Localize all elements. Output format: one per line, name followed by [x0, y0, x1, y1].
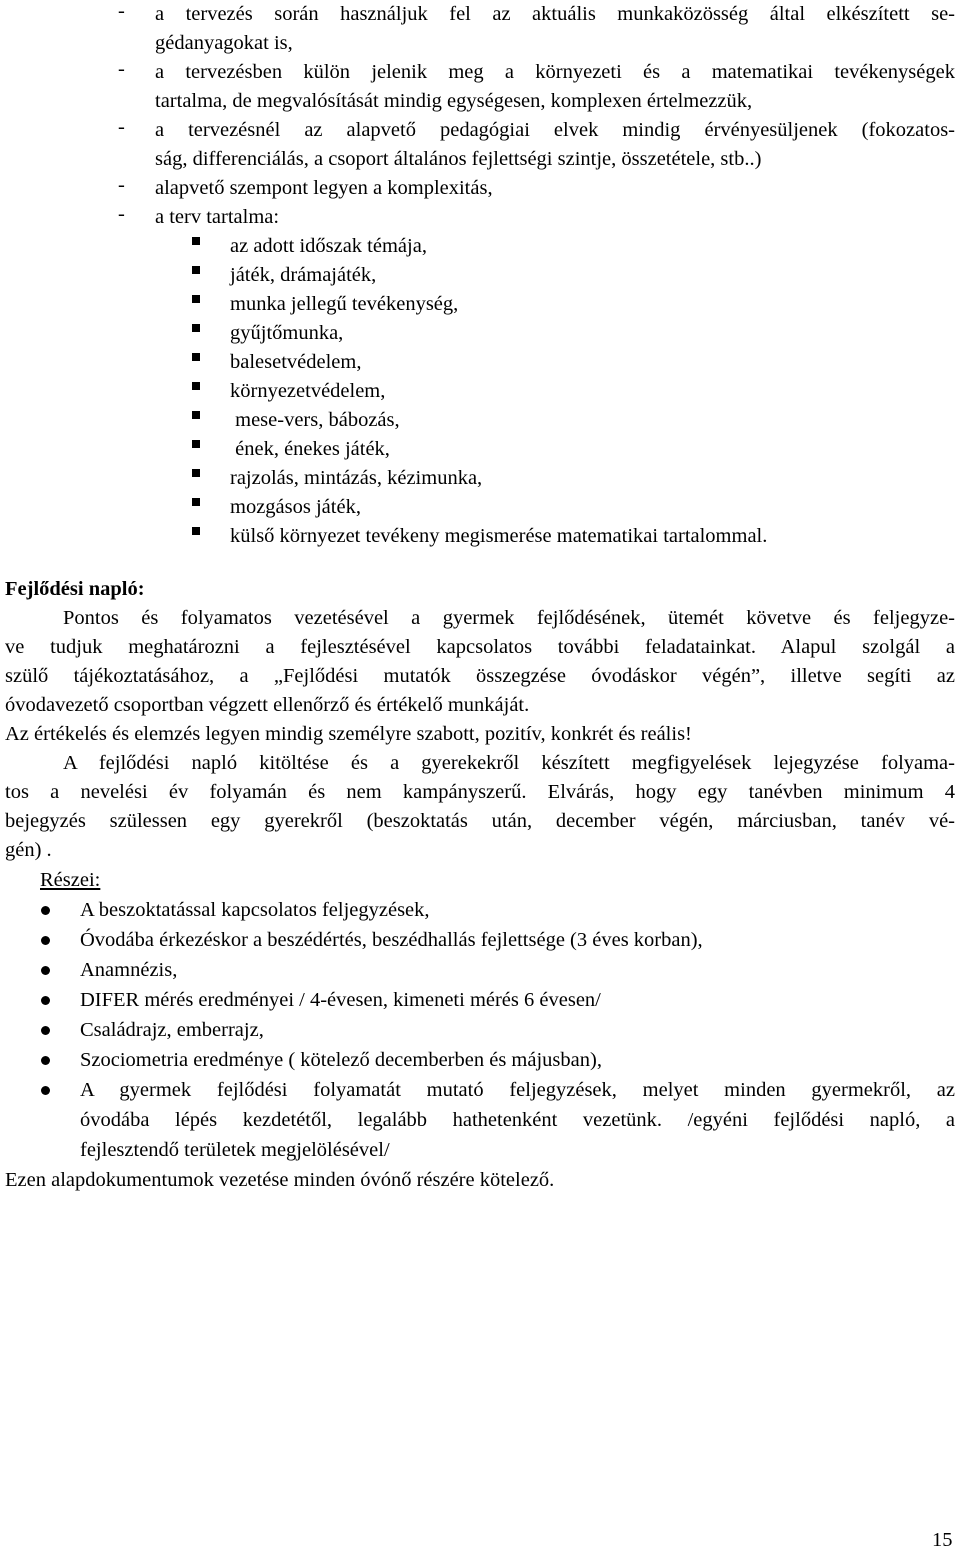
content-item: külső környezet tevékeny megismerése matematikai tartalommal. — [230, 525, 768, 547]
bullet-icon — [41, 996, 50, 1005]
square-bullet-icon — [192, 382, 200, 390]
dash-bullet: - — [118, 58, 125, 80]
bullet-icon — [41, 1086, 50, 1095]
square-bullet-icon — [192, 353, 200, 361]
dash-bullet: - — [118, 174, 125, 196]
parts-item: Családrajz, emberrajz, — [80, 1019, 264, 1041]
dash-item-2-line-2: tartalma, de megvalósítását mindig egységesen, komplexen értelmezzük, — [155, 90, 753, 112]
content-item: játék, drámajáték, — [230, 264, 377, 286]
content-item: gyűjtőmunka, — [230, 322, 344, 344]
square-bullet-icon — [192, 411, 200, 419]
content-item: mese-vers, bábozás, — [230, 409, 400, 431]
content-item: mozgásos játék, — [230, 496, 361, 518]
square-bullet-icon — [192, 440, 200, 448]
parts-heading: Részei: — [40, 869, 101, 891]
paragraph-line: Pontos és folyamatos vezetésével a gyermek fejlődésének, ütemét követve és feljegyze- — [63, 607, 955, 629]
dash-item-2-line-1: a tervezésben külön jelenik meg a környezeti és a matematikai tevékenységek — [155, 61, 955, 83]
square-bullet-icon — [192, 324, 200, 332]
paragraph-line: bejegyzés szülessen egy gyerekről (beszoktatás után, december végén, márciusban, tanév vé- — [5, 810, 955, 832]
square-bullet-icon — [192, 527, 200, 535]
parts-item-line: fejlesztendő területek megjelölésével/ — [80, 1139, 390, 1161]
dash-item-1-line-2: gédanyagokat is, — [155, 32, 293, 54]
bullet-icon — [41, 966, 50, 975]
dash-item-3-line-2: ság, differenciálás, a csoport általános fejlettségi szintje, összetétele, stb..) — [155, 148, 762, 170]
dash-bullet: - — [118, 116, 125, 138]
paragraph-line: óvodavezető csoportban végzett ellenőrző és értékelő munkáját. — [5, 694, 530, 716]
parts-item: Szociometria eredménye ( kötelező decemberben és májusban), — [80, 1049, 602, 1071]
parts-item: Anamnézis, — [80, 959, 178, 981]
paragraph-2: Az értékelés és elemzés legyen mindig személyre szabott, pozitív, konkrét és reális! — [5, 723, 692, 745]
paragraph-line: A fejlődési napló kitöltése és a gyerekekről készített megfigyelések lejegyzése folyama- — [63, 752, 955, 774]
content-item: munka jellegű tevékenység, — [230, 293, 459, 315]
bullet-icon — [41, 1056, 50, 1065]
paragraph-line: tos a nevelési év folyamán és nem kampányszerű. Elvárás, hogy egy tanévben minimum 4 — [5, 781, 955, 803]
dash-item-4: alapvető szempont legyen a komplexitás, — [155, 177, 493, 199]
parts-item-line: A gyermek fejlődési folyamatát mutató feljegyzések, melyet minden gyermekről, az — [80, 1079, 955, 1101]
parts-item: A beszoktatással kapcsolatos feljegyzések, — [80, 899, 430, 921]
square-bullet-icon — [192, 498, 200, 506]
parts-item: Óvodába érkezéskor a beszédértés, beszédhallás fejlettsége (3 éves korban), — [80, 929, 703, 951]
content-item: ének, énekes játék, — [230, 438, 390, 460]
content-item: balesetvédelem, — [230, 351, 362, 373]
dash-item-3-line-1: a tervezésnél az alapvető pedagógiai elvek mindig érvényesüljenek (fokozatos- — [155, 119, 955, 141]
paragraph-line: szülő tájékoztatásához, a „Fejlődési mutatók összegzése óvodáskor végén”, illetve segíti az — [5, 665, 955, 687]
content-item: az adott időszak témája, — [230, 235, 427, 257]
square-bullet-icon — [192, 266, 200, 274]
dash-bullet: - — [118, 203, 125, 225]
page-number: 15 — [932, 1529, 953, 1551]
parts-item: DIFER mérés eredményei / 4-évesen, kimeneti mérés 6 évesen/ — [80, 989, 601, 1011]
bullet-icon — [41, 906, 50, 915]
dash-item-5: a terv tartalma: — [155, 206, 280, 228]
closing-sentence: Ezen alapdokumentumok vezetése minden óvónő részére kötelező. — [5, 1169, 555, 1191]
content-item: környezetvédelem, — [230, 380, 386, 402]
square-bullet-icon — [192, 237, 200, 245]
dash-item-1-line-1: a tervezés során használjuk fel az aktuális munkaközösség által elkészített se- — [155, 3, 955, 25]
parts-item-line: óvodába lépés kezdetétől, legalább hathetenként vezetünk. /egyéni fejlődési napló, a — [80, 1109, 955, 1131]
paragraph-line: ve tudjuk meghatározni a fejlesztésével kapcsolatos további feladatainkat. Alapul szolgál a — [5, 636, 955, 658]
square-bullet-icon — [192, 295, 200, 303]
paragraph-line: gén) . — [5, 839, 52, 861]
bullet-icon — [41, 936, 50, 945]
square-bullet-icon — [192, 469, 200, 477]
content-item: rajzolás, mintázás, kézimunka, — [230, 467, 483, 489]
section-heading: Fejlődési napló: — [5, 578, 145, 600]
dash-bullet: - — [118, 0, 125, 22]
bullet-icon — [41, 1026, 50, 1035]
